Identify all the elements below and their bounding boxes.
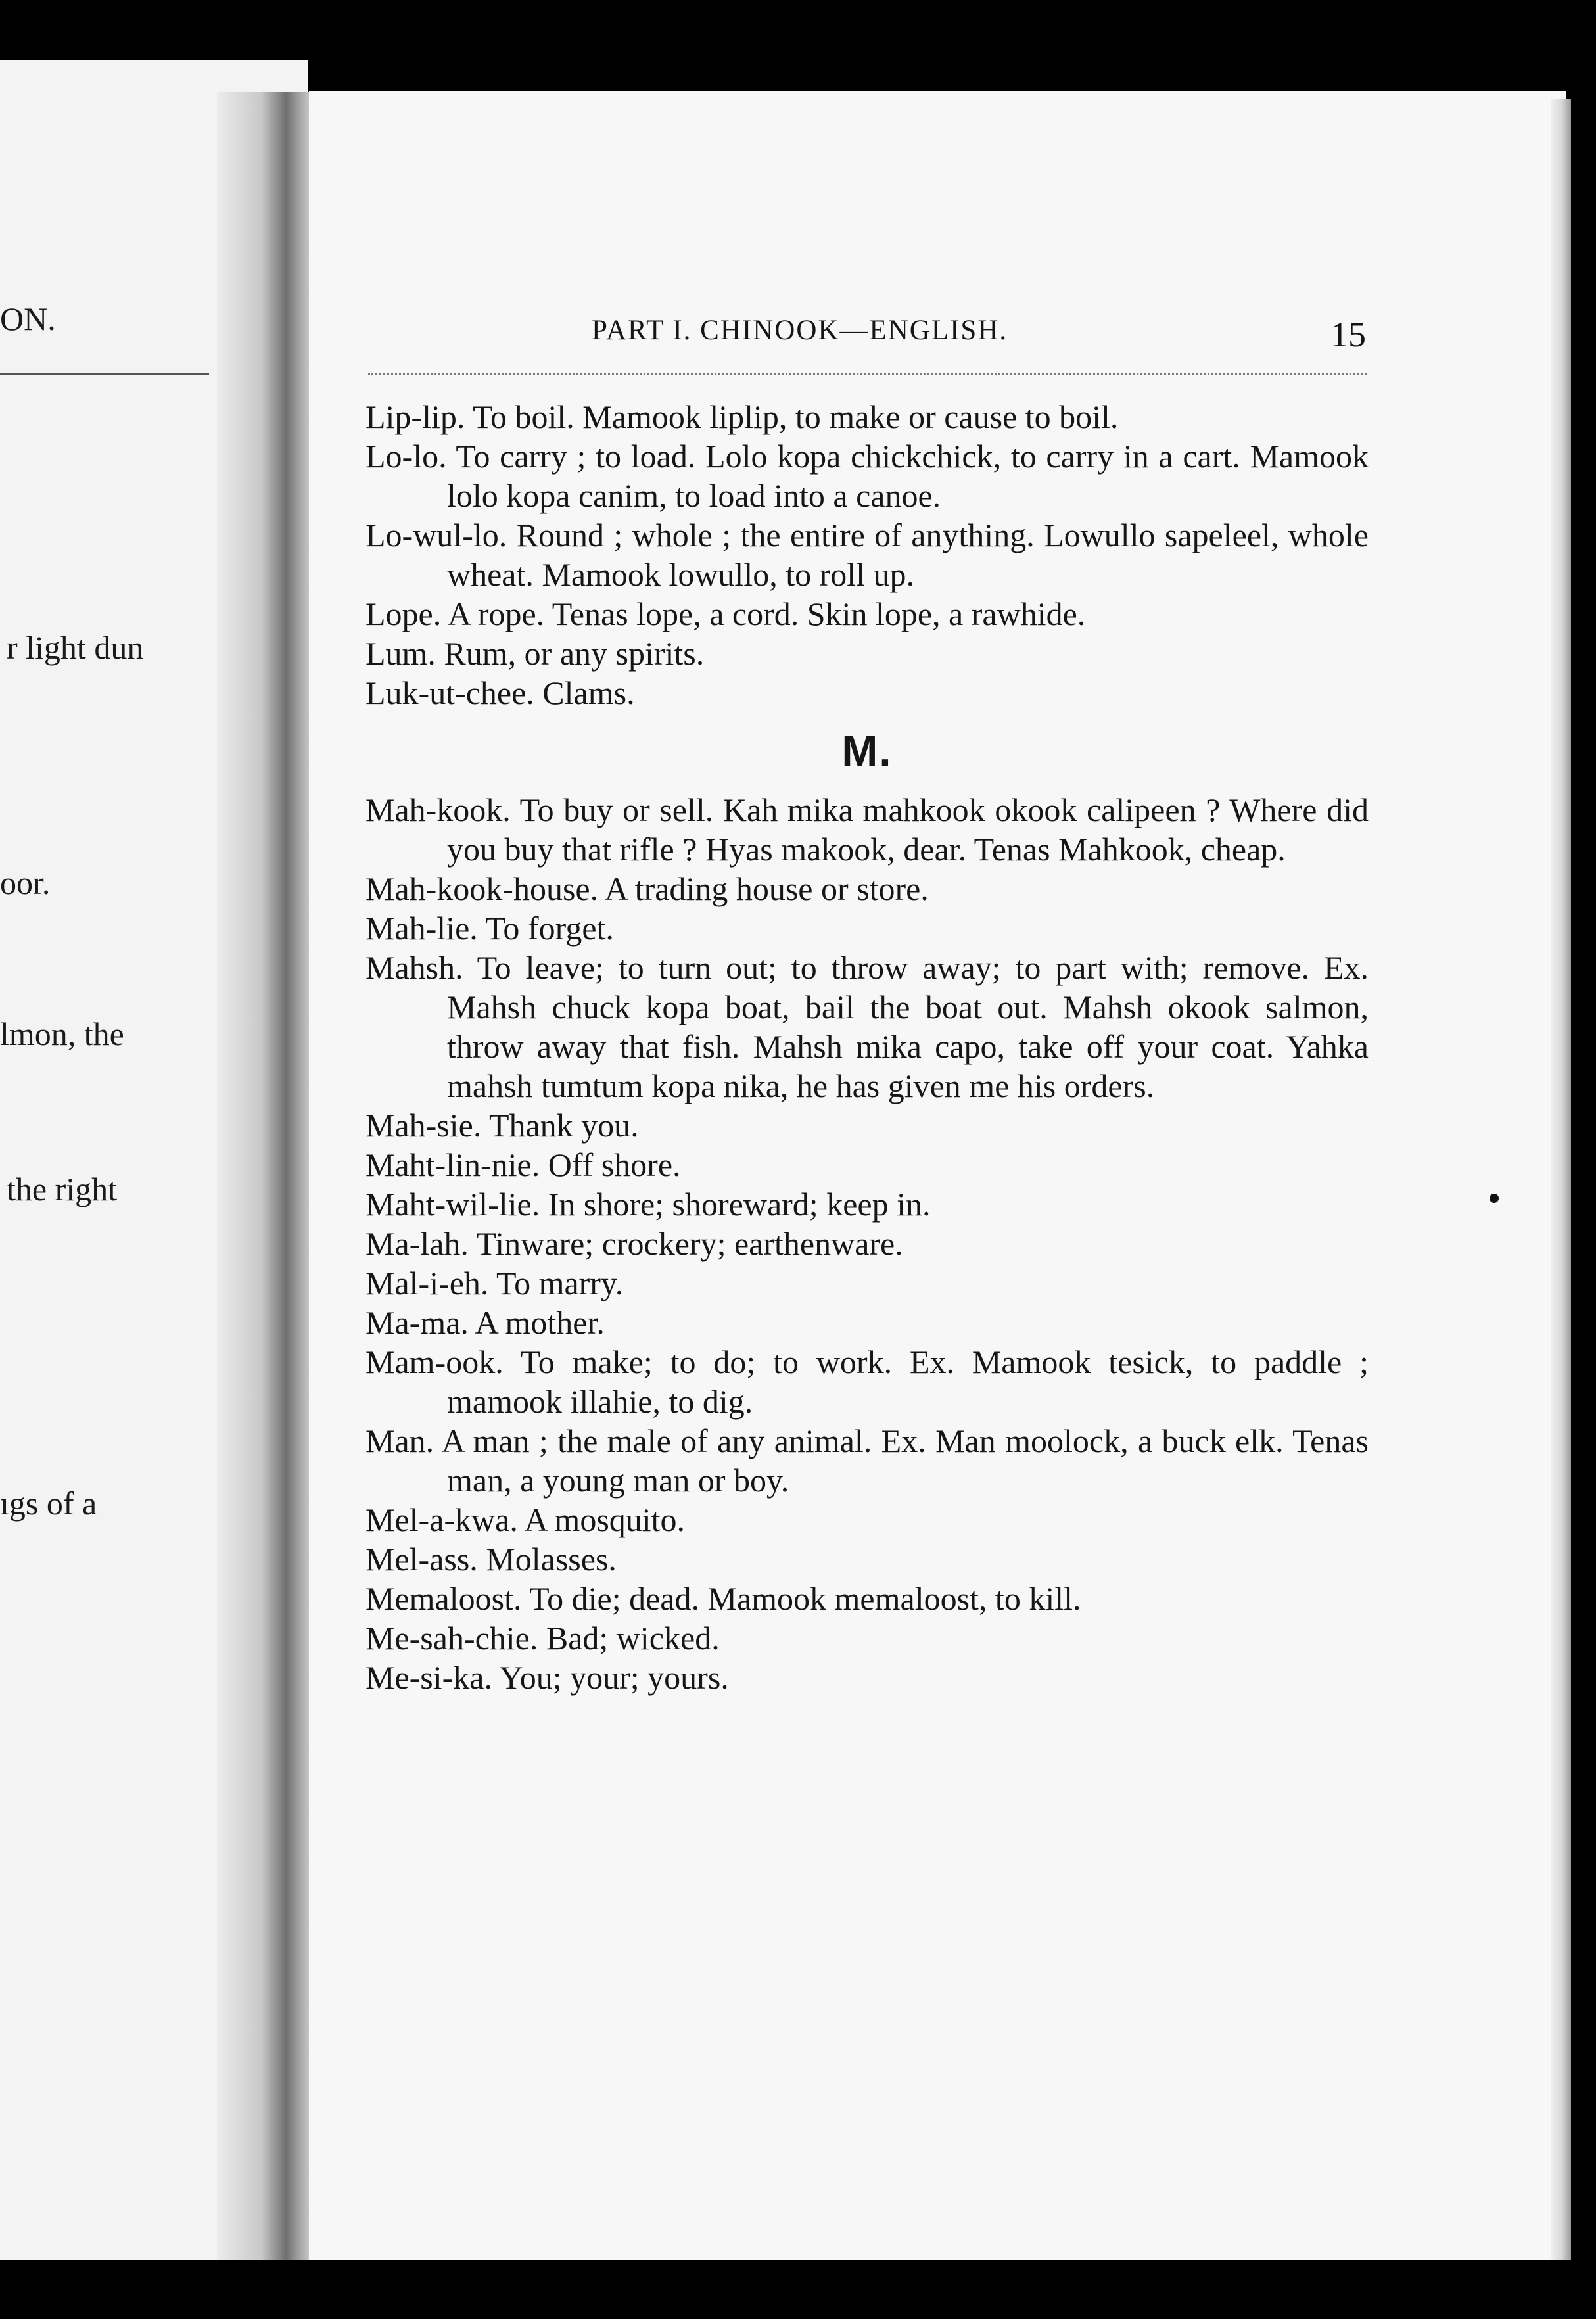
facing-page-text: lmon, the: [0, 1016, 124, 1052]
facing-page-rule: [0, 373, 209, 375]
dictionary-entry: Mahsh. To leave; to turn out; to throw away; to part with; remove. Ex. Mahsh chuck kopa boat, bail the boat out. Mahsh okook salmon, throw away that fish. Mahsh mika capo, take off your coat. Yahka mahsh tumtum kopa nika, he has given me his orders.: [365, 949, 1369, 1104]
facing-page-text: the right: [7, 1171, 118, 1207]
dictionary-entry: Lo-lo. To carry ; to load. Lolo kopa chickchick, to carry in a cart. Mamook lolo kopa canim, to load into a canoe.: [365, 438, 1369, 514]
dictionary-entry: Maht-lin-nie. Off shore.: [365, 1146, 681, 1183]
running-header: PART I. CHINOOK—ENGLISH.: [592, 315, 1008, 346]
dictionary-entry: Mel-ass. Molasses.: [365, 1541, 617, 1578]
facing-page-text: r light dun: [7, 629, 144, 666]
dictionary-entry: Lum. Rum, or any spirits.: [365, 635, 705, 672]
dictionary-entry: Ma-lah. Tinware; crockery; earthenware.: [365, 1225, 903, 1262]
dictionary-entry: Lip-lip. To boil. Mamook liplip, to make or cause to boil.: [365, 398, 1119, 435]
dictionary-entry: Lope. A rope. Tenas lope, a cord. Skin lope, a rawhide.: [365, 596, 1086, 632]
dictionary-entry: Mal-i-eh. To marry.: [365, 1265, 624, 1301]
scan-top-border: [0, 0, 1596, 60]
dictionary-entry: Man. A man ; the male of any animal. Ex. Man moolock, a buck elk. Tenas man, a young man or boy.: [365, 1422, 1369, 1499]
dictionary-entry: Mah-kook. To buy or sell. Kah mika mahkook okook calipeen ? Where did you buy that rifle ? Hyas makook, dear. Tenas Mahkook, cheap.: [365, 791, 1369, 868]
facing-page-text: oor.: [0, 864, 51, 901]
dictionary-entry: Memaloost. To die; dead. Mamook memaloost, to kill.: [365, 1580, 1081, 1617]
dictionary-entry: Maht-wil-lie. In shore; shoreward; keep in.: [365, 1186, 931, 1223]
dictionary-entry: Mah-lie. To forget.: [365, 910, 614, 947]
section-letter-heading: M.: [841, 726, 893, 775]
dictionary-entry: Luk-ut-chee. Clams.: [365, 674, 635, 711]
header-rule: [368, 373, 1367, 375]
facing-page-text: ON.: [0, 300, 56, 337]
dictionary-entry: Mah-kook-house. A trading house or store.: [365, 870, 929, 907]
page-number: 15: [1330, 315, 1366, 354]
dictionary-entry: Me-sah-chie. Bad; wicked.: [365, 1620, 720, 1656]
facing-page-text: ıgs of a: [0, 1485, 97, 1522]
dictionary-entry: Mah-sie. Thank you.: [365, 1107, 639, 1144]
dictionary-entry: Mel-a-kwa. A mosquito.: [365, 1501, 686, 1538]
dictionary-entries: [365, 397, 1369, 1697]
dictionary-entry: Me-si-ka. You; your; yours.: [365, 1659, 729, 1696]
dictionary-entry: Mam-ook. To make; to do; to work. Ex. Mamook tesick, to paddle ; mamook illahie, to dig.: [365, 1344, 1369, 1420]
dictionary-entry: Lo-wul-lo. Round ; whole ; the entire of anything. Lowullo sapeleel, whole wheat. Mamook lowullo, to roll up.: [365, 517, 1369, 593]
ink-speck: [1490, 1194, 1499, 1203]
scan-bottom-border: [0, 2260, 1596, 2319]
dictionary-entry: Ma-ma. A mother.: [365, 1304, 605, 1341]
book-gutter: [217, 92, 316, 2260]
page-edge: [1551, 99, 1571, 2261]
